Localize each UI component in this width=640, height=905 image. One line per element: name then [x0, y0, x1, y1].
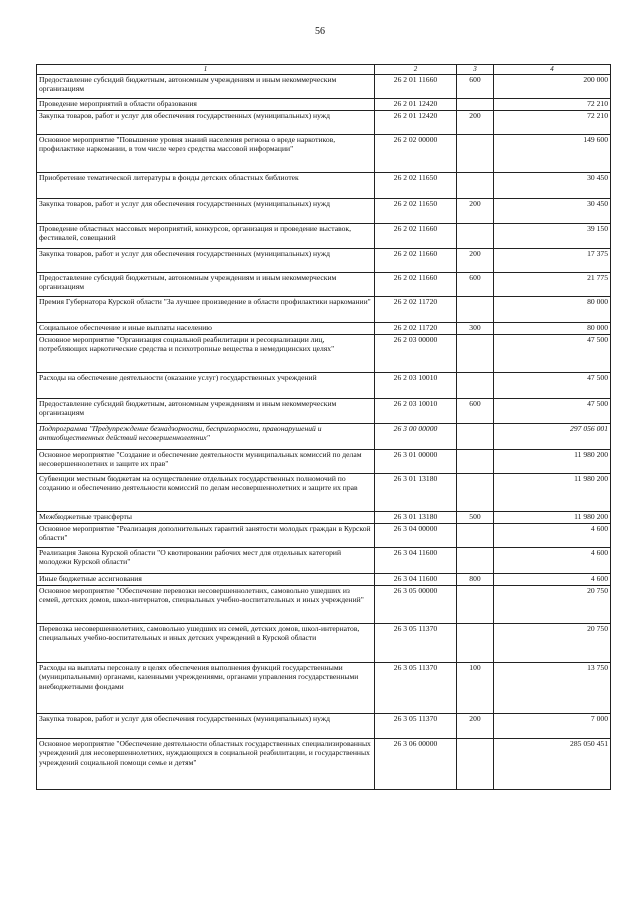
page-number: 56 — [315, 26, 325, 37]
row-code: 26 2 03 10010 — [375, 373, 457, 399]
row-code: 26 2 01 11660 — [375, 75, 457, 99]
table-row — [37, 99, 611, 111]
row-code: 26 2 02 11650 — [375, 199, 457, 224]
table-row — [37, 624, 611, 663]
row-amount: 47 500 — [494, 373, 611, 399]
row-code: 26 2 02 11650 — [375, 173, 457, 199]
table-row — [37, 548, 611, 574]
row-name: Межбюджетные трансферты — [37, 512, 375, 524]
row-code: 26 3 01 00000 — [375, 450, 457, 474]
row-amount: 72 210 — [494, 99, 611, 111]
row-expense-type — [457, 624, 494, 663]
row-name: Предоставление субсидий бюджетным, автономным учреждениям и иным некоммерческим организациям — [37, 273, 375, 297]
table-row — [37, 512, 611, 524]
row-amount: 297 056 001 — [494, 424, 611, 450]
row-code: 26 2 02 00000 — [375, 135, 457, 173]
row-name: Расходы на выплаты персоналу в целях обеспечения выполнения функций государственными (муниципальными) органами, казенными учреждениями, органами управления государственными внебюджетными фондами — [37, 663, 375, 714]
row-expense-type — [457, 586, 494, 624]
row-code: 26 2 02 11720 — [375, 323, 457, 335]
table-row — [37, 323, 611, 335]
row-expense-type — [457, 474, 494, 512]
row-code: 26 3 04 00000 — [375, 524, 457, 548]
row-amount: 149 600 — [494, 135, 611, 173]
row-name: Проведение областных массовых мероприятий, конкурсов, организация и проведение выставок, фестивалей, совещаний — [37, 224, 375, 249]
row-amount: 11 980 200 — [494, 474, 611, 512]
row-expense-type — [457, 548, 494, 574]
row-amount: 80 000 — [494, 297, 611, 323]
column-header-4: 4 — [494, 65, 611, 75]
row-expense-type: 300 — [457, 323, 494, 335]
table-row — [37, 249, 611, 273]
row-amount: 47 500 — [494, 399, 611, 424]
row-amount: 11 980 200 — [494, 450, 611, 474]
column-header-2: 2 — [375, 65, 457, 75]
row-amount: 30 450 — [494, 173, 611, 199]
row-name: Предоставление субсидий бюджетным, автономным учреждениям и иным некоммерческим организациям — [37, 399, 375, 424]
row-name: Расходы на обеспечение деятельности (оказание услуг) государственных учреждений — [37, 373, 375, 399]
table-row — [37, 199, 611, 224]
row-code: 26 2 02 11660 — [375, 249, 457, 273]
row-code: 26 3 05 00000 — [375, 586, 457, 624]
row-expense-type: 600 — [457, 75, 494, 99]
row-code: 26 3 01 13180 — [375, 512, 457, 524]
table-row — [37, 224, 611, 249]
row-name: Проведение мероприятий в области образования — [37, 99, 375, 111]
table-row — [37, 739, 611, 790]
row-name: Основное мероприятие "Повышение уровня знаний населения региона о вреде наркотиков, профилактике наркомании, в том числе через средства массовой информации" — [37, 135, 375, 173]
row-name: Реализация Закона Курской области "О квотировании рабочих мест для отдельных категорий молодежи Курской области" — [37, 548, 375, 574]
row-code: 26 3 01 13180 — [375, 474, 457, 512]
row-amount: 7 000 — [494, 714, 611, 739]
row-expense-type: 800 — [457, 574, 494, 586]
row-expense-type — [457, 524, 494, 548]
row-name: Премия Губернатора Курской области "За лучшее произведение в области профилактики наркомании" — [37, 297, 375, 323]
row-code: 26 2 01 12420 — [375, 111, 457, 135]
table-row — [37, 399, 611, 424]
table-row — [37, 714, 611, 739]
row-expense-type: 600 — [457, 273, 494, 297]
row-code: 26 2 01 12420 — [375, 99, 457, 111]
table-row — [37, 297, 611, 323]
row-amount: 80 000 — [494, 323, 611, 335]
row-expense-type: 200 — [457, 249, 494, 273]
row-expense-type — [457, 173, 494, 199]
row-code: 26 3 05 11370 — [375, 663, 457, 714]
row-expense-type: 200 — [457, 111, 494, 135]
row-code: 26 2 02 11720 — [375, 297, 457, 323]
row-amount: 4 600 — [494, 574, 611, 586]
table-row — [37, 424, 611, 450]
row-amount: 20 750 — [494, 624, 611, 663]
table-row — [37, 450, 611, 474]
table-body — [37, 75, 611, 790]
row-name: Закупка товаров, работ и услуг для обеспечения государственных (муниципальных) нужд — [37, 249, 375, 273]
table-row — [37, 111, 611, 135]
row-expense-type: 500 — [457, 512, 494, 524]
row-expense-type — [457, 297, 494, 323]
table-row — [37, 574, 611, 586]
row-code: 26 2 02 11660 — [375, 273, 457, 297]
table-row — [37, 663, 611, 714]
row-amount: 4 600 — [494, 524, 611, 548]
row-expense-type — [457, 739, 494, 790]
row-amount: 285 050 451 — [494, 739, 611, 790]
row-expense-type — [457, 450, 494, 474]
table-header-row — [37, 65, 611, 75]
table-row — [37, 75, 611, 99]
row-name: Приобретение тематической литературы в фонды детских областных библиотек — [37, 173, 375, 199]
table-row — [37, 173, 611, 199]
row-amount: 21 775 — [494, 273, 611, 297]
row-name: Закупка товаров, работ и услуг для обеспечения государственных (муниципальных) нужд — [37, 714, 375, 739]
row-name: Иные бюджетные ассигнования — [37, 574, 375, 586]
row-amount: 11 980 200 — [494, 512, 611, 524]
row-expense-type: 600 — [457, 399, 494, 424]
row-amount: 72 210 — [494, 111, 611, 135]
row-amount: 39 150 — [494, 224, 611, 249]
budget-table — [36, 64, 611, 790]
table-row — [37, 474, 611, 512]
row-amount: 20 750 — [494, 586, 611, 624]
row-name: Основное мероприятие "Обеспечение деятельности областных государственных специализированных учреждений для несовершеннолетних, нуждающихся в социальной реабилитации, и государственных учреждений социальной помощи семье и детям" — [37, 739, 375, 790]
row-name: Закупка товаров, работ и услуг для обеспечения государственных (муниципальных) нужд — [37, 199, 375, 224]
row-name: Социальное обеспечение и иные выплаты населению — [37, 323, 375, 335]
table-row — [37, 135, 611, 173]
table-row — [37, 335, 611, 373]
row-amount: 200 000 — [494, 75, 611, 99]
row-code: 26 2 02 11660 — [375, 224, 457, 249]
row-name: Закупка товаров, работ и услуг для обеспечения государственных (муниципальных) нужд — [37, 111, 375, 135]
row-name: Предоставление субсидий бюджетным, автономным учреждениям и иным некоммерческим организациям — [37, 75, 375, 99]
row-code: 26 3 06 00000 — [375, 739, 457, 790]
row-amount: 4 600 — [494, 548, 611, 574]
row-amount: 47 500 — [494, 335, 611, 373]
row-expense-type — [457, 373, 494, 399]
table-row — [37, 524, 611, 548]
table-row — [37, 373, 611, 399]
column-header-3: 3 — [457, 65, 494, 75]
row-name: Перевозка несовершеннолетних, самовольно ушедших из семей, детских домов, школ-интернатов, специальных учебно-воспитательных и иных детских учреждений в Курской области — [37, 624, 375, 663]
row-name: Основное мероприятие "Реализация дополнительных гарантий занятости молодых граждан в Курской области" — [37, 524, 375, 548]
row-name: Субвенции местным бюджетам на осуществление отдельных государственных полномочий по созданию и обеспечению деятельности комиссий по делам несовершеннолетних и защите их прав — [37, 474, 375, 512]
row-amount: 30 450 — [494, 199, 611, 224]
row-amount: 13 750 — [494, 663, 611, 714]
row-expense-type: 200 — [457, 199, 494, 224]
row-expense-type — [457, 424, 494, 450]
column-header-1: 1 — [37, 65, 375, 75]
row-code: 26 2 03 10010 — [375, 399, 457, 424]
row-name: Основное мероприятие "Организация социальной реабилитации и ресоциализации лиц, потребляющих наркотические средства и психотропные вещества в немедицинских целях" — [37, 335, 375, 373]
row-code: 26 2 03 00000 — [375, 335, 457, 373]
row-code: 26 3 04 11600 — [375, 574, 457, 586]
row-expense-type: 100 — [457, 663, 494, 714]
row-code: 26 3 05 11370 — [375, 714, 457, 739]
table-row — [37, 586, 611, 624]
row-code: 26 3 05 11370 — [375, 624, 457, 663]
row-code: 26 3 00 00000 — [375, 424, 457, 450]
row-name: Подпрограмма "Предупреждение безнадзорности, беспризорности, правонарушений и антиобщественных действий несовершеннолетних" — [37, 424, 375, 450]
table-row — [37, 273, 611, 297]
row-expense-type — [457, 99, 494, 111]
row-expense-type: 200 — [457, 714, 494, 739]
row-code: 26 3 04 11600 — [375, 548, 457, 574]
row-name: Основное мероприятие "Создание и обеспечение деятельности муниципальных комиссий по делам несовершеннолетних и защите их прав" — [37, 450, 375, 474]
row-expense-type — [457, 224, 494, 249]
row-amount: 17 375 — [494, 249, 611, 273]
row-expense-type — [457, 335, 494, 373]
row-expense-type — [457, 135, 494, 173]
row-name: Основное мероприятие "Обеспечение перевозки несовершеннолетних, самовольно ушедших из семей, детских домов, школ-интернатов, специальных учебно-воспитательных и иных учреждений" — [37, 586, 375, 624]
